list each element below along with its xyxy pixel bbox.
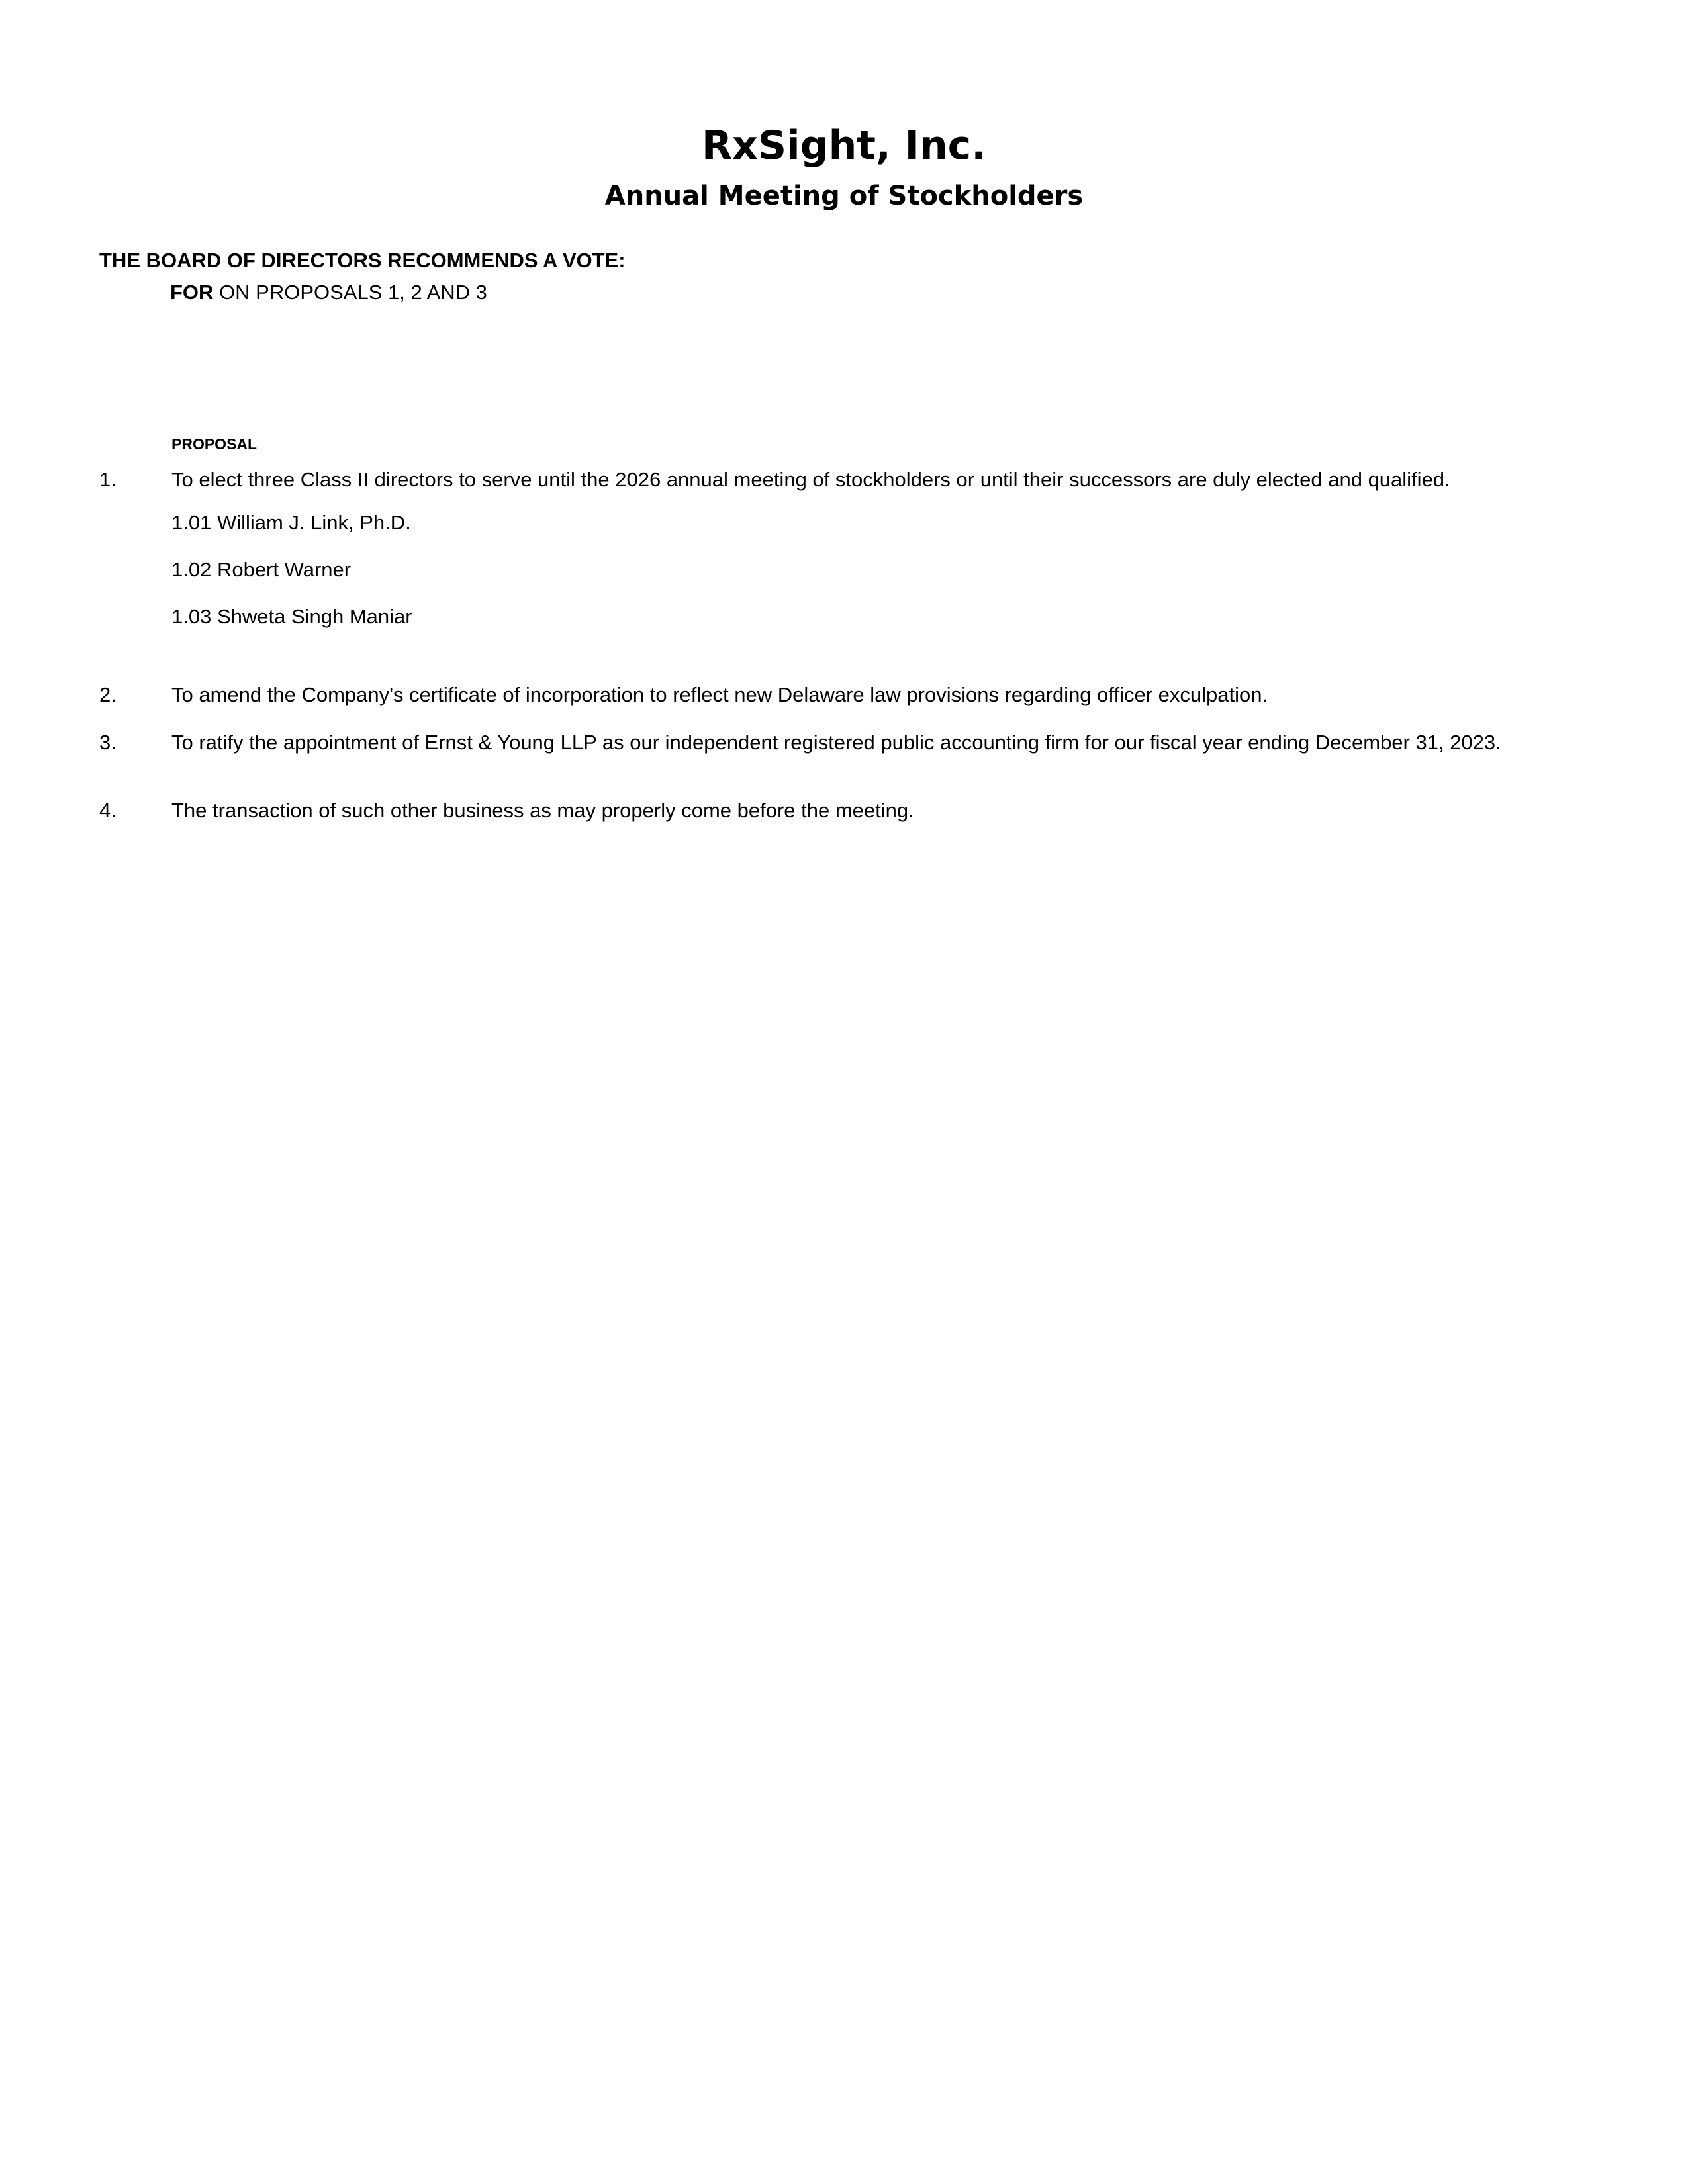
recommendation-scope: ON PROPOSALS 1, 2 AND 3 (213, 281, 487, 304)
proposal-text: To ratify the appointment of Ernst & Young LLP as our independent registered public accounting firm for our fiscal year ending December 31, 2023. (171, 731, 1501, 754)
nominee-3: 1.03 Shweta Singh Maniar (171, 605, 412, 628)
proposal-number: 4. (99, 799, 117, 822)
recommendation-heading: THE BOARD OF DIRECTORS RECOMMENDS A VOTE: (99, 249, 626, 272)
proposal-column-header: PROPOSAL (171, 435, 258, 453)
proposal-number: 3. (99, 731, 117, 754)
proposal-text: To elect three Class II directors to serve until the 2026 annual meeting of stockholders or until their successors are duly elected and qualified. (171, 468, 1450, 491)
proposal-number: 2. (99, 683, 117, 706)
company-name: RxSight, Inc. (701, 122, 987, 169)
nominee-2: 1.02 Robert Warner (171, 558, 352, 581)
proposal-text: The transaction of such other business as may properly come before the meeting. (171, 799, 914, 822)
recommendation-vote: FOR (170, 281, 214, 304)
nominee-1: 1.01 William J. Link, Ph.D. (171, 511, 411, 534)
recommendation-line (170, 279, 487, 306)
proposal-number: 1. (99, 468, 117, 491)
meeting-title: Annual Meeting of Stockholders (604, 181, 1084, 211)
proposal-text: To amend the Company's certificate of incorporation to reflect new Delaware law provisions regarding officer exculpation. (171, 683, 1268, 706)
